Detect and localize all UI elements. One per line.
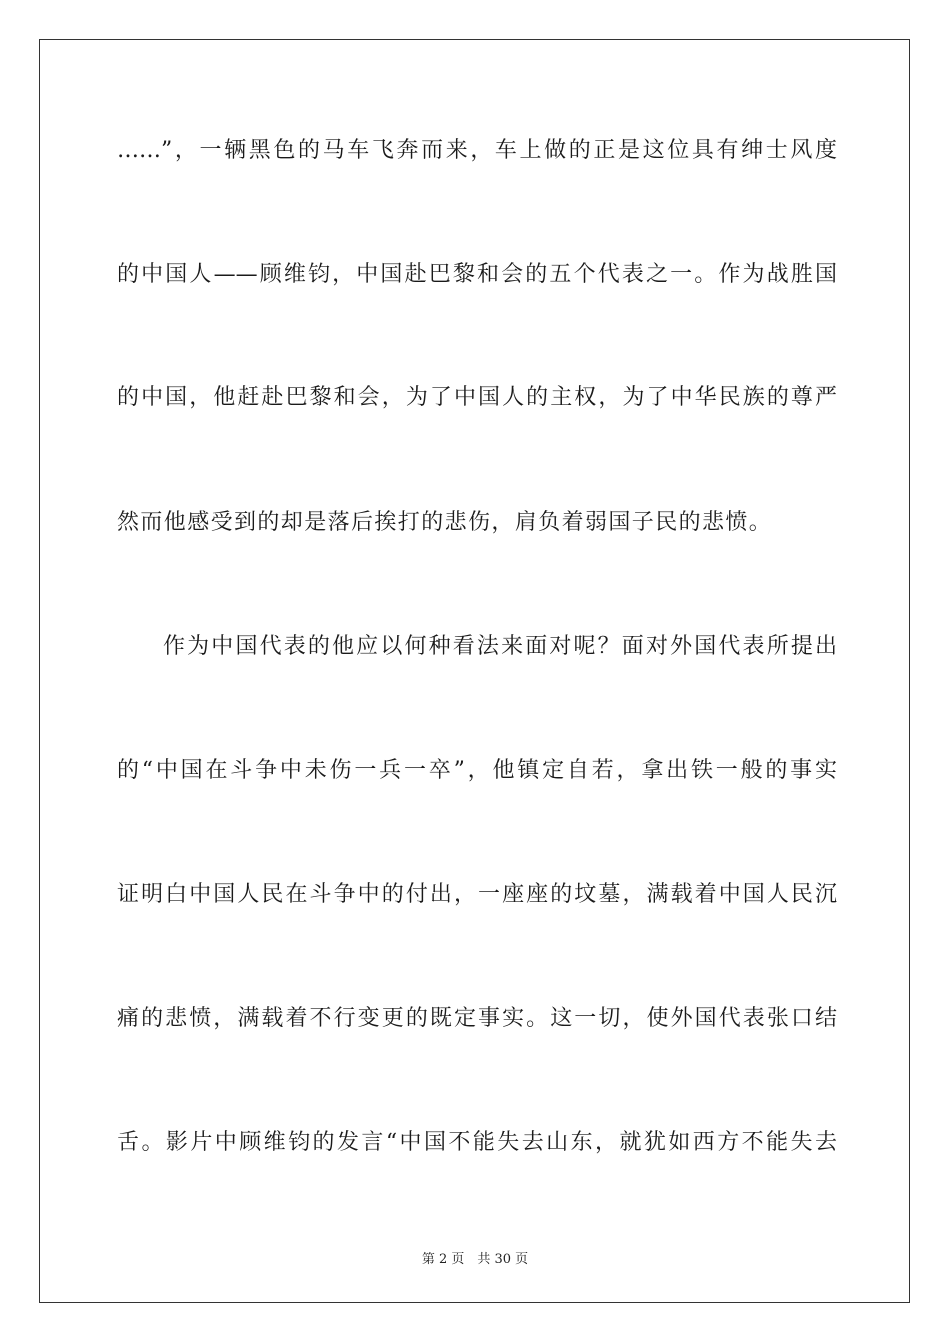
text-line-3: 的中国，他赶赴巴黎和会，为了中国人的主权，为了中华民族的尊严	[117, 385, 837, 410]
text-line-5: 作为中国代表的他应以何种看法来面对呢？面对外国代表所提出	[163, 634, 837, 659]
text-line-7: 证明白中国人民在斗争中的付出，一座座的坟墓，满载着中国人民沉	[117, 882, 837, 907]
text-line-6: 的“中国在斗争中未伤一兵一卒”，他镇定自若，拿出铁一般的事实	[117, 758, 837, 783]
text-line-9: 舌。影片中顾维钧的发言“中国不能失去山东，就犹如西方不能失去	[117, 1130, 837, 1155]
text-line-8: 痛的悲愤，满载着不行变更的既定事实。这一切，使外国代表张口结	[117, 1006, 837, 1031]
text-line-1: ……”，一辆黑色的马车飞奔而来，车上做的正是这位具有绅士风度	[117, 138, 837, 163]
text-line-2: 的中国人——顾维钧，中国赴巴黎和会的五个代表之一。作为战胜国	[117, 262, 837, 287]
page-border	[39, 39, 910, 1303]
page-number-footer: 第 2 页 共 30 页	[421, 1252, 529, 1267]
text-line-4: 然而他感受到的却是落后挨打的悲伤，肩负着弱国子民的悲愤。	[117, 510, 773, 535]
